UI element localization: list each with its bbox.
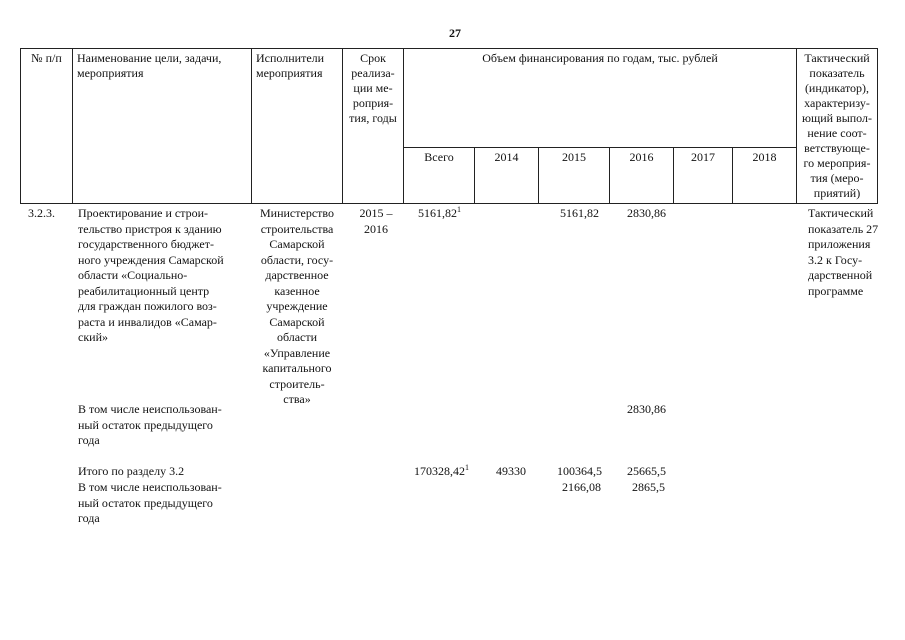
text-line: области «Социально-	[78, 268, 188, 282]
text-line: ства»	[283, 392, 311, 406]
text-line: ный остаток предыдущего	[78, 417, 213, 432]
header-term: Срок реализа-ции ме-роприя-тия, годы	[343, 49, 404, 204]
text-line: для граждан пожилого воз-	[78, 299, 217, 313]
header-2017: 2017	[674, 147, 733, 203]
text-line: Тактический	[808, 206, 874, 220]
text-line: учреждение	[266, 299, 328, 313]
text-line: года	[78, 511, 100, 525]
text-line: В том числе неиспользован-	[78, 402, 222, 416]
header-executors: Исполнители мероприятия	[252, 49, 343, 204]
text-line: 3.2 к Госу-	[808, 252, 863, 267]
text-line: ного учреждения Самарской	[78, 252, 224, 267]
text-line: государственного бюджет-	[78, 237, 214, 251]
header-total: Всего	[404, 147, 475, 203]
row-323-executors	[252, 206, 342, 408]
header-2014: 2014	[475, 147, 539, 203]
row-total-2016: 25665,5	[627, 464, 666, 478]
row-total-2015: 100364,5	[557, 464, 602, 478]
table-header	[20, 48, 878, 204]
header-2015: 2015	[539, 147, 610, 203]
text-line: реабилитационный центр	[78, 283, 210, 298]
text-line: приложения	[808, 237, 871, 251]
text-line: раста и инвалидов «Самар-	[78, 314, 217, 329]
text-line: «Управление	[263, 345, 331, 360]
header-indicator: Тактический показатель (индикатор), характеризу-ющий выпол-нение соот-ветствующе-го мероприя-тия (меро-приятий)	[797, 49, 878, 204]
row-total-unused-2015: 2166,08	[562, 480, 601, 494]
row-323-num: 3.2.3.	[28, 206, 55, 220]
header-num: № п/п	[21, 49, 73, 204]
text-line: дарственное	[265, 268, 329, 282]
row-323-indicator	[808, 206, 892, 299]
header-financing: Объем финансирования по годам, тыс. рублей	[404, 49, 797, 148]
row-323-2016: 2830,86	[627, 206, 666, 220]
text-line: капитального	[262, 361, 332, 375]
text-line: 2015 –	[359, 206, 393, 220]
text-line: 2016	[364, 221, 388, 236]
header-2018: 2018	[733, 147, 797, 203]
text-line: ский»	[78, 330, 108, 344]
text-line: области, госу-	[260, 252, 334, 267]
text-line: В том числе неиспользован-	[78, 480, 222, 494]
header-2016: 2016	[610, 147, 674, 203]
row-total-2014: 49330	[496, 464, 526, 478]
text-line: Самарской	[269, 314, 325, 329]
row-total-name: Итого по разделу 3.2	[78, 464, 185, 478]
text-line: ный остаток предыдущего	[78, 495, 213, 510]
row-323-name	[78, 206, 248, 346]
text-line: области	[276, 330, 318, 344]
text-line: казенное	[274, 283, 320, 298]
page-number: 27	[449, 26, 461, 40]
text-line: программе	[808, 283, 864, 298]
header-name: Наименование цели, задачи, мероприятия	[73, 49, 252, 204]
text-line: строительства	[260, 221, 334, 236]
text-line: года	[78, 433, 100, 447]
text-line: Самарской	[269, 237, 325, 251]
row-323-term	[348, 206, 404, 237]
text-line: тельство пристроя к зданию	[78, 221, 222, 236]
text-line: показатель 27	[808, 221, 879, 236]
row-unused-name	[78, 402, 248, 449]
row-323-2015: 5161,82	[560, 206, 599, 220]
row-total-unused-2016: 2865,5	[632, 480, 665, 494]
text-line: строитель-	[269, 376, 325, 391]
row-total-total: 170328,42$^1$	[414, 463, 469, 478]
text-line: Проектирование и строи-	[78, 206, 209, 220]
row-323-total: 5161,82$^1$	[418, 205, 461, 220]
row-total-unused-name	[78, 480, 248, 527]
text-line: Министерство	[260, 206, 334, 220]
text-line: дарственной	[808, 268, 873, 282]
row-unused-2016: 2830,86	[627, 402, 666, 416]
